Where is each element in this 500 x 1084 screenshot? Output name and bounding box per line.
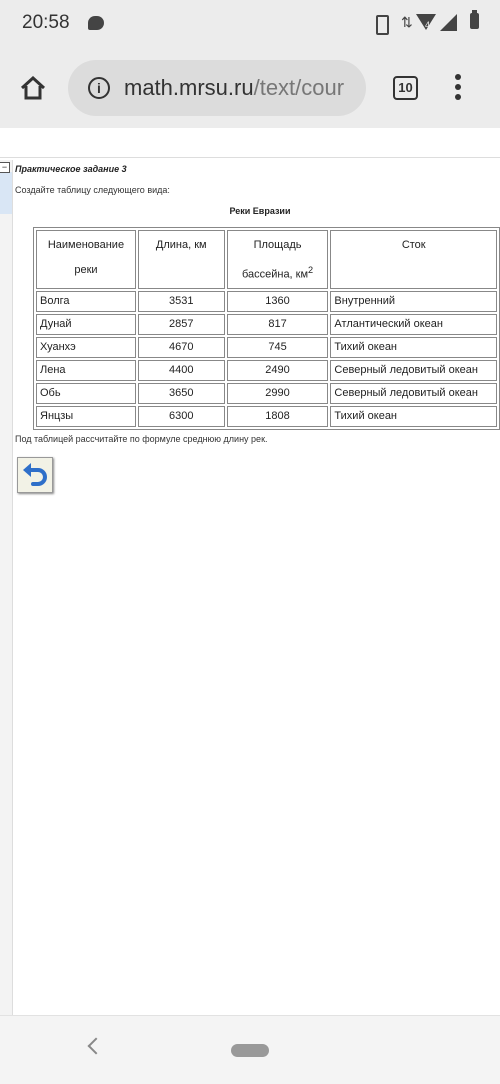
page-content	[0, 128, 500, 1015]
table-row	[36, 291, 497, 312]
cell-area: 2490	[227, 360, 329, 381]
left-sidebar-strip	[0, 160, 13, 1015]
cell-outflow: Северный ледовитый океан	[330, 360, 497, 381]
home-icon[interactable]	[20, 76, 46, 100]
system-nav-bar	[0, 1015, 500, 1084]
info-icon[interactable]: i	[88, 77, 110, 99]
divider	[0, 157, 500, 158]
wifi-badge: 4	[425, 20, 431, 30]
cell-length: 3531	[138, 291, 225, 312]
cell-length: 4400	[138, 360, 225, 381]
header-length: Длина, км	[138, 230, 225, 289]
rivers-table	[33, 227, 500, 430]
header-outflow: Сток	[330, 230, 497, 289]
header-name: Наименование реки	[36, 230, 136, 289]
table-row	[36, 360, 497, 381]
vibrate-icon	[376, 15, 389, 35]
browser-toolbar	[0, 48, 500, 128]
cell-name: Хуанхэ	[36, 337, 136, 358]
cell-outflow: Тихий океан	[330, 337, 497, 358]
footer-note: Под таблицей рассчитайте по формуле среднюю длину рек.	[15, 434, 268, 444]
table-row	[36, 383, 497, 404]
cell-outflow: Атлантический океан	[330, 314, 497, 335]
battery-icon	[470, 13, 479, 29]
cell-length: 6300	[138, 406, 225, 427]
data-icon: ⇅	[401, 14, 413, 30]
address-bar[interactable]	[68, 60, 366, 116]
cell-area: 745	[227, 337, 329, 358]
header-area: Площадь бассейна, $км^2$	[227, 230, 329, 289]
tab-switcher-button[interactable]: 10	[393, 76, 418, 100]
cell-length: 3650	[138, 383, 225, 404]
cell-outflow: Северный ледовитый океан	[330, 383, 497, 404]
task-title: Практическое задание 3	[15, 164, 127, 174]
menu-icon[interactable]	[455, 74, 461, 100]
instruction-text: Создайте таблицу следующего вида:	[15, 185, 170, 195]
cell-area: 2990	[227, 383, 329, 404]
cell-outflow: Внутренний	[330, 291, 497, 312]
cell-name: Лена	[36, 360, 136, 381]
table-row	[36, 337, 497, 358]
status-time: 20:58	[22, 12, 70, 33]
table-caption: Реки Евразии	[229, 206, 291, 216]
cell-name: Янцзы	[36, 406, 136, 427]
nav-home-pill[interactable]	[231, 1044, 269, 1057]
url-path: /text/cour	[253, 75, 345, 100]
cell-area: 1808	[227, 406, 329, 427]
signal-icon	[440, 14, 457, 31]
cell-area: 1360	[227, 291, 329, 312]
back-button[interactable]	[17, 457, 53, 493]
message-icon	[88, 16, 104, 30]
undo-arrow-icon	[18, 458, 52, 492]
cell-length: 4670	[138, 337, 225, 358]
status-bar	[0, 0, 500, 48]
cell-length: 2857	[138, 314, 225, 335]
cell-outflow: Тихий океан	[330, 406, 497, 427]
collapse-icon[interactable]: −	[0, 162, 10, 173]
url-text[interactable]	[124, 75, 344, 101]
table-row	[36, 406, 497, 427]
table-header-row	[36, 230, 497, 289]
url-host: math.mrsu.ru	[124, 75, 254, 100]
nav-back-icon[interactable]	[88, 1038, 105, 1055]
cell-area: 817	[227, 314, 329, 335]
cell-name: Волга	[36, 291, 136, 312]
table-row	[36, 314, 497, 335]
cell-name: Дунай	[36, 314, 136, 335]
cell-name: Обь	[36, 383, 136, 404]
